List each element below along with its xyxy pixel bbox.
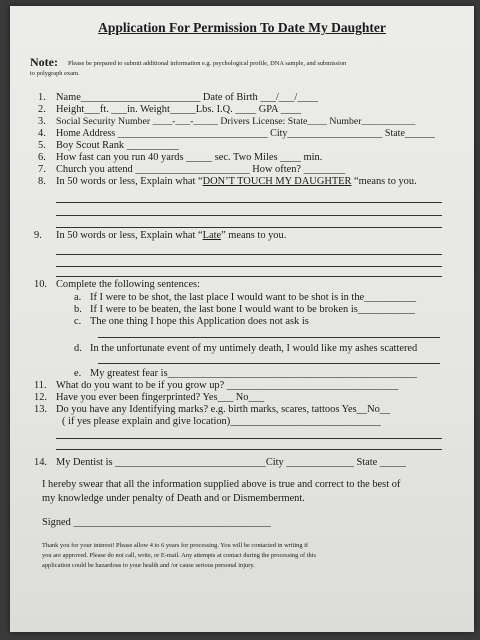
answer-line bbox=[56, 438, 442, 439]
item-number: 4. bbox=[38, 128, 46, 139]
item-number: 7. bbox=[38, 164, 46, 175]
application-form bbox=[10, 6, 474, 632]
footer-text-line-3: application could be hazardous to your health and /or cause serious personal injury. bbox=[42, 562, 255, 569]
ssn-license-line: Social Security Number ____-___-_____ Drivers License: State____ Number___________ bbox=[56, 116, 416, 127]
sub-item-letter: c. bbox=[74, 316, 82, 327]
footer-text-line-1: Thank you for your interest! Please allow 4 to 6 years for processing. You will be contacted in writing if bbox=[42, 542, 309, 549]
identifying-marks-explain: ( if yes please explain and give location)_____________________________ bbox=[62, 416, 381, 427]
grow-up-question: What do you want to be if you grow up? _________________________________ bbox=[56, 380, 399, 391]
item-number: 5. bbox=[38, 140, 46, 151]
name-dob-line: Name_______________________ Date of Birth ___/___/____ bbox=[56, 92, 319, 103]
item-number: 10. bbox=[34, 279, 47, 290]
sub-item-letter: d. bbox=[74, 343, 82, 354]
sub-item-letter: a. bbox=[74, 292, 82, 303]
answer-line bbox=[56, 266, 442, 267]
fingerprinted-question: Have you ever been fingerprinted? Yes___ No___ bbox=[56, 392, 265, 403]
item-number: 2. bbox=[38, 104, 46, 115]
note-label: Note: bbox=[30, 55, 58, 69]
explain-late-question: In 50 words or less, Explain what “Late” means to you. bbox=[56, 230, 287, 241]
item-number: 8. bbox=[38, 176, 46, 187]
beaten-sentence: If I were to be beaten, the last bone I would want to be broken is___________ bbox=[90, 304, 415, 315]
answer-line bbox=[98, 363, 440, 364]
shot-sentence: If I were to be shot, the last place I would want to be shot is in the__________ bbox=[90, 292, 417, 303]
hope-not-ask-sentence: The one thing I hope this Application does not ask is bbox=[90, 316, 309, 327]
church-line: Church you attend ______________________ How often? ________ bbox=[56, 164, 346, 175]
answer-line bbox=[56, 254, 442, 255]
home-address-line: Home Address ______________________________ City___________________ State______ bbox=[56, 128, 435, 139]
item-number: 11. bbox=[34, 380, 47, 391]
sub-item-letter: e. bbox=[74, 368, 82, 379]
oath-text-line-2: my knowledge under penalty of Death and or Dismemberment. bbox=[42, 493, 305, 504]
note-text-line-2: to polygraph exam. bbox=[30, 70, 80, 77]
item-number: 14. bbox=[34, 457, 47, 468]
identifying-marks-question: Do you have any Identifying marks? e.g. birth marks, scares, tattoos Yes__No__ bbox=[56, 404, 391, 415]
answer-line bbox=[56, 202, 442, 203]
oath-text-line-1: I hereby swear that all the information supplied above is true and correct to the best of bbox=[42, 479, 401, 490]
complete-sentences-heading: Complete the following sentences: bbox=[56, 279, 200, 290]
explain-dont-touch-question: In 50 words or less, Explain what “DON’T TOUCH MY DAUGHTER “means to you. bbox=[56, 176, 417, 187]
item-number: 9. bbox=[34, 230, 42, 241]
ashes-sentence: In the unfortunate event of my untimely death, I would like my ashes scattered bbox=[90, 343, 418, 354]
dentist-line: My Dentist is _____________________________City _____________ State _____ bbox=[56, 457, 406, 468]
item-number: 1. bbox=[38, 92, 46, 103]
item-number: 13. bbox=[34, 404, 47, 415]
footer-text-line-2: you are approved. Please do not call, write, or E-mail. Any attempts at contact during the processing of this bbox=[42, 552, 317, 559]
greatest-fear-sentence: My greatest fear is________________________________________________ bbox=[90, 368, 417, 379]
answer-line bbox=[56, 227, 442, 228]
item-number: 12. bbox=[34, 392, 47, 403]
item-number: 6. bbox=[38, 152, 46, 163]
note-text-line-1: Please be prepared to submit additional information e.g. psychological profile, DNA sample, and submission bbox=[68, 60, 347, 67]
answer-line bbox=[98, 337, 440, 338]
boy-scout-line: Boy Scout Rank __________ bbox=[56, 140, 179, 151]
form-title: Application For Permission To Date My Daughter bbox=[98, 20, 386, 35]
item-number: 3. bbox=[38, 116, 46, 127]
signature-line: Signed ______________________________________ bbox=[42, 517, 271, 528]
height-weight-line: Height___ft. ___in. Weight_____Lbs. I.Q. ____ GPA ____ bbox=[56, 104, 302, 115]
run-speed-line: How fast can you run 40 yards _____ sec. Two Miles ____ min. bbox=[56, 152, 323, 163]
answer-line bbox=[56, 449, 442, 450]
answer-line bbox=[56, 276, 442, 277]
answer-line bbox=[56, 215, 442, 216]
sub-item-letter: b. bbox=[74, 304, 82, 315]
